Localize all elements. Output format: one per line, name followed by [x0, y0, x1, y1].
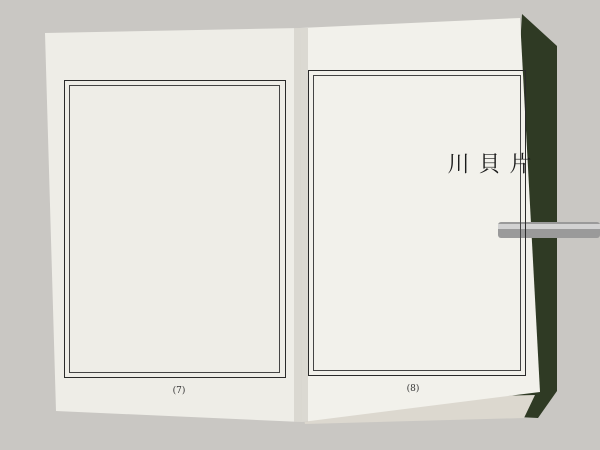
right-page-body-text	[318, 92, 436, 362]
left-page-number: (7)	[172, 386, 186, 396]
book-gutter-shadow	[294, 28, 308, 422]
left-page-body-text	[78, 92, 274, 352]
right-page-number: (8)	[406, 384, 420, 394]
chapter-title: 片貝川	[444, 152, 531, 188]
right-page-header-text	[478, 92, 516, 152]
